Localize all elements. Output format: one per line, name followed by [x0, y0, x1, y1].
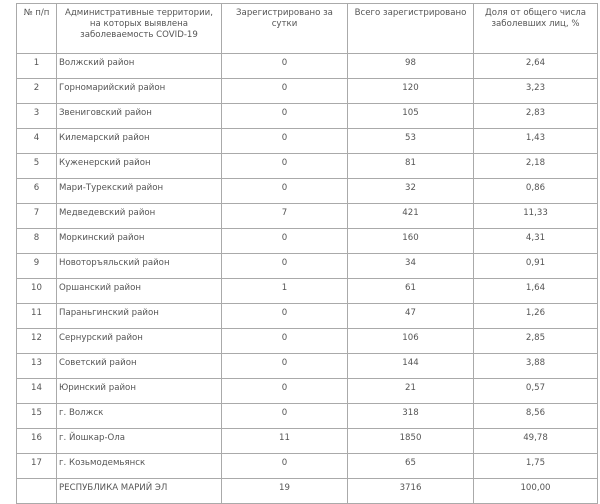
- cell-total: 106: [348, 329, 474, 354]
- table-row: [17, 54, 598, 79]
- cell-total: 21: [348, 379, 474, 404]
- header-number: № п/п: [17, 4, 57, 54]
- cell-number: 14: [17, 379, 57, 404]
- cell-number: 13: [17, 354, 57, 379]
- table-row: [17, 129, 598, 154]
- cell-territory: Горномарийский район: [57, 79, 222, 104]
- header-daily: Зарегистрировано за сутки: [222, 4, 348, 54]
- cell-total: 160: [348, 229, 474, 254]
- cell-territory: Мари-Турекский район: [57, 179, 222, 204]
- cell-number: 17: [17, 454, 57, 479]
- cell-number: 7: [17, 204, 57, 229]
- cell-daily: 0: [222, 454, 348, 479]
- table-row: [17, 254, 598, 279]
- cell-territory: Куженерский район: [57, 154, 222, 179]
- cell-share: 1,64: [474, 279, 598, 304]
- cell-total: 81: [348, 154, 474, 179]
- cell-number: 15: [17, 404, 57, 429]
- cell-share: 49,78: [474, 429, 598, 454]
- cell-total: 1850: [348, 429, 474, 454]
- table-row: [17, 404, 598, 429]
- cell-share: 2,18: [474, 154, 598, 179]
- cell-total: 105: [348, 104, 474, 129]
- cell-total: 32: [348, 179, 474, 204]
- table-row: [17, 304, 598, 329]
- cell-daily: 11: [222, 429, 348, 454]
- table-row: [17, 379, 598, 404]
- cell-territory: Советский район: [57, 354, 222, 379]
- cell-daily: 0: [222, 179, 348, 204]
- cell-daily: 0: [222, 329, 348, 354]
- cell-total: 47: [348, 304, 474, 329]
- cell-total: 3716: [348, 479, 474, 504]
- cell-daily: 0: [222, 254, 348, 279]
- cell-daily: 0: [222, 104, 348, 129]
- cell-number: 9: [17, 254, 57, 279]
- cell-number: 5: [17, 154, 57, 179]
- cell-share: 8,56: [474, 404, 598, 429]
- cell-territory: г. Волжск: [57, 404, 222, 429]
- cell-number: 4: [17, 129, 57, 154]
- cell-territory: Новоторъяльский район: [57, 254, 222, 279]
- cell-share: 3,88: [474, 354, 598, 379]
- cell-total: 65: [348, 454, 474, 479]
- cell-territory: Параньгинский район: [57, 304, 222, 329]
- cell-daily: 7: [222, 204, 348, 229]
- cell-daily: 0: [222, 404, 348, 429]
- cell-total: 421: [348, 204, 474, 229]
- header-row: [17, 4, 598, 54]
- cell-territory: Моркинский район: [57, 229, 222, 254]
- cell-share: 2,83: [474, 104, 598, 129]
- table-row: [17, 104, 598, 129]
- table-row: [17, 454, 598, 479]
- cell-daily: 0: [222, 354, 348, 379]
- cell-share: 100,00: [474, 479, 598, 504]
- cell-territory: Сернурский район: [57, 329, 222, 354]
- cell-number: 6: [17, 179, 57, 204]
- cell-territory: РЕСПУБЛИКА МАРИЙ ЭЛ: [57, 479, 222, 504]
- cell-number: 8: [17, 229, 57, 254]
- cell-share: 1,75: [474, 454, 598, 479]
- cell-share: 2,85: [474, 329, 598, 354]
- table-row: [17, 154, 598, 179]
- cell-daily: 0: [222, 79, 348, 104]
- cell-share: 11,33: [474, 204, 598, 229]
- cell-daily: 19: [222, 479, 348, 504]
- table-row: [17, 329, 598, 354]
- covid-cases-table: [16, 3, 598, 504]
- cell-number: 11: [17, 304, 57, 329]
- cell-territory: Оршанский район: [57, 279, 222, 304]
- cell-share: 0,91: [474, 254, 598, 279]
- cell-share: 0,86: [474, 179, 598, 204]
- cell-share: 4,31: [474, 229, 598, 254]
- cell-daily: 0: [222, 129, 348, 154]
- cell-territory: Волжский район: [57, 54, 222, 79]
- total-row: [17, 479, 598, 504]
- cell-territory: Медведевский район: [57, 204, 222, 229]
- cell-territory: Юринский район: [57, 379, 222, 404]
- cell-daily: 0: [222, 54, 348, 79]
- cell-number: [17, 479, 57, 504]
- table-row: [17, 79, 598, 104]
- cell-number: 2: [17, 79, 57, 104]
- cell-total: 98: [348, 54, 474, 79]
- table-row: [17, 179, 598, 204]
- table-row: [17, 279, 598, 304]
- cell-number: 16: [17, 429, 57, 454]
- cell-number: 10: [17, 279, 57, 304]
- table-row: [17, 354, 598, 379]
- cell-total: 144: [348, 354, 474, 379]
- cell-share: 2,64: [474, 54, 598, 79]
- cell-territory: г. Козьмодемьянск: [57, 454, 222, 479]
- table-row: [17, 229, 598, 254]
- cell-share: 3,23: [474, 79, 598, 104]
- cell-share: 0,57: [474, 379, 598, 404]
- cell-territory: Звениговский район: [57, 104, 222, 129]
- cell-daily: 0: [222, 379, 348, 404]
- cell-daily: 0: [222, 229, 348, 254]
- table-row: [17, 429, 598, 454]
- cell-number: 3: [17, 104, 57, 129]
- cell-share: 1,43: [474, 129, 598, 154]
- cell-territory: г. Йошкар-Ола: [57, 429, 222, 454]
- cell-number: 1: [17, 54, 57, 79]
- cell-daily: 1: [222, 279, 348, 304]
- cell-daily: 0: [222, 154, 348, 179]
- cell-daily: 0: [222, 304, 348, 329]
- cell-total: 34: [348, 254, 474, 279]
- cell-territory: Килемарский район: [57, 129, 222, 154]
- cell-total: 120: [348, 79, 474, 104]
- table-row: [17, 204, 598, 229]
- cell-total: 53: [348, 129, 474, 154]
- header-territory: Административные территории, на которых выявлена заболеваемость COVID-19: [57, 4, 222, 54]
- cell-total: 61: [348, 279, 474, 304]
- cell-total: 318: [348, 404, 474, 429]
- header-total: Всего зарегистрировано: [348, 4, 474, 54]
- header-share: Доля от общего числа заболевших лиц, %: [474, 4, 598, 54]
- cell-number: 12: [17, 329, 57, 354]
- cell-share: 1,26: [474, 304, 598, 329]
